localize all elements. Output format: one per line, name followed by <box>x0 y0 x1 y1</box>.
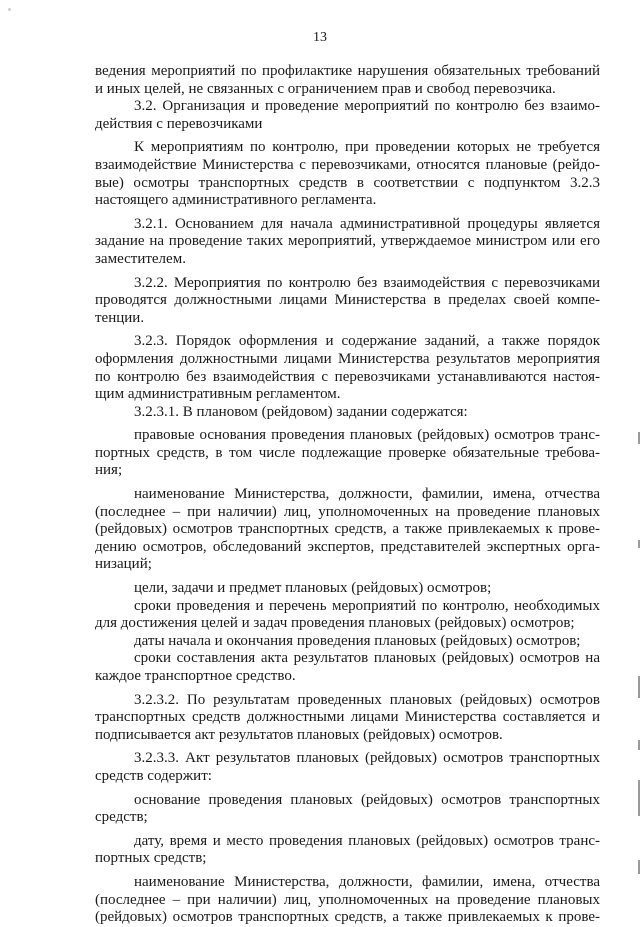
text-line: правовые основания проведения плановых (рейдовых) осмотров транс- <box>134 427 600 444</box>
text-line: ния; <box>95 462 123 479</box>
text-line: взаимодействие Министерства с перевозчиками, относятся плановые (рейдо- <box>95 156 600 173</box>
text-line: проводятся должностными лицами Министерства в пределах своей компе- <box>95 292 600 309</box>
text-line: и иных целей, не связанных с ограничением прав и свобод перевозчика. <box>95 80 556 97</box>
text-line: 3.2. Организация и проведение мероприятий по контролю без взаимо- <box>134 98 600 115</box>
text-line: действия с перевозчиками <box>95 115 263 132</box>
text-line: портных средств; <box>95 850 207 867</box>
text-line: тенции. <box>95 309 145 326</box>
text-line: каждое транспортное средство. <box>95 668 296 684</box>
text-line: 3.2.3.2. По результатам проведенных плановых (рейдовых) осмотров <box>134 691 600 708</box>
text-line: (рейдовых) осмотров транспортных средств, а также привлекаемых к прове- <box>95 909 600 926</box>
text-line: 3.2.3.3. Акт результатов плановых (рейдовых) осмотров транспортных <box>134 750 600 767</box>
text-line: (рейдовых) осмотров транспортных средств, а также привлекаемых к прове- <box>95 521 600 538</box>
text-line: 3.2.1. Основанием для начала административной процедуры является <box>134 215 600 232</box>
text-line: средств содержит: <box>95 767 212 784</box>
text-line: ведения мероприятий по профилактике нарушения обязательных требований <box>95 63 600 79</box>
text-line: настоящего административного регламента. <box>95 192 377 209</box>
text-line: 3.2.3.1. В плановом (рейдовом) задании содержатся: <box>134 403 468 420</box>
text-line: заместителем. <box>95 250 186 267</box>
page-number: 13 <box>313 30 327 45</box>
text-line: вые) осмотры транспортных средств в соответствии с подпунктом 3.2.3 <box>95 174 600 191</box>
text-line: оформления должностными лицами Министерства результатов мероприятия <box>95 350 600 367</box>
text-line: 3.2.2. Мероприятия по контролю без взаимодействия с перевозчиками <box>134 274 600 291</box>
text-line: по контролю без взаимодействия с перевозчиками устанавливаются настоя- <box>95 368 600 385</box>
text-line: (последнее – при наличии) лиц, уполномоченных на проведение плановых <box>95 503 600 520</box>
text-line: щим административным регламентом. <box>95 386 341 403</box>
text-line: основание проведения плановых (рейдовых) осмотров транспортных <box>134 791 600 808</box>
text-line: низаций; <box>95 556 152 573</box>
body-text <box>95 63 600 927</box>
text-line: для достижения целей и задач проведения плановых (рейдовых) осмотров; <box>95 615 575 632</box>
text-line: наименование Министерства, должности, фамилии, имена, отчества <box>134 486 600 503</box>
text-line: средств; <box>95 809 148 826</box>
text-line: сроки проведения и перечень мероприятий по контролю, необходимых <box>134 597 600 614</box>
text-line: дату, время и место проведения плановых (рейдовых) осмотров транс- <box>134 832 600 849</box>
text-line: сроки составления акта результатов плановых (рейдовых) осмотров на <box>134 650 600 667</box>
text-line: 3.2.3. Порядок оформления и содержание заданий, а также порядок <box>134 333 600 350</box>
text-line: транспортных средств должностными лицами Министерства составляется и <box>95 709 600 726</box>
text-line: К мероприятиям по контролю, при проведении которых не требуется <box>134 139 600 156</box>
text-line: дению осмотров, обследований экспертов, представителей экспертных орга- <box>95 538 600 555</box>
text-line: подписывается акт результатов плановых (рейдовых) осмотров. <box>95 726 503 743</box>
text-line: наименование Министерства, должности, фамилии, имена, отчества <box>134 873 600 890</box>
text-line: даты начала и окончания проведения плановых (рейдовых) осмотров; <box>134 632 581 649</box>
text-line: портных средств, в том числе подлежащие проверке обязательные требова- <box>95 444 600 461</box>
scan-speck <box>8 8 11 11</box>
text-line: (последнее – при наличии) лиц, уполномоченных на проведение плановых <box>95 891 600 908</box>
text-line: задание на проведение таких мероприятий, утверждаемое министром или его <box>95 233 600 250</box>
text-line: цели, задачи и предмет плановых (рейдовых) осмотров; <box>134 580 492 597</box>
